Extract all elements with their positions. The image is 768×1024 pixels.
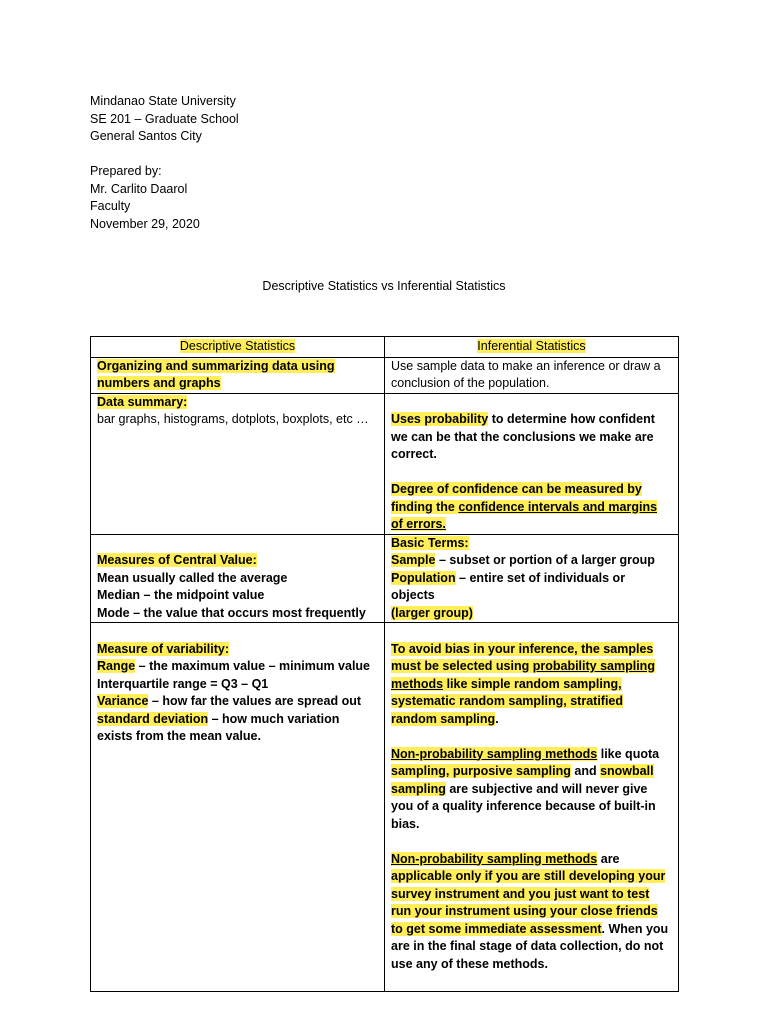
table-header-row: [91, 337, 679, 358]
paragraph: Non-probability sampling methods are applicable only if you are still developing your survey instrument and you just want to test run your instrument using your close friends to get some immediate assessment. When you are in the final stage of data collection, do not use any of these methods.: [391, 851, 669, 971]
table-row: [91, 393, 679, 534]
column-header-descriptive: Descriptive Statistics: [91, 337, 385, 358]
table-cell: [385, 357, 679, 393]
paragraph: Degree of confidence can be measured by finding the confidence intervals and margins of errors.: [391, 482, 658, 531]
definition-text: Use sample data to make an inference or draw a conclusion of the population.: [391, 358, 661, 390]
definition-text: Organizing and summarizing data using numbers and graphs: [97, 358, 335, 390]
cell-title: Measures of Central Value:: [97, 553, 257, 567]
cell-title: Data summary:: [97, 394, 188, 409]
city-name: General Santos City: [90, 129, 202, 143]
cell-title: Basic Terms:: [391, 535, 469, 550]
cell-text: bar graphs, histograms, dotplots, boxplots, etc …: [97, 412, 369, 426]
column-header-inferential: Inferential Statistics: [385, 337, 679, 358]
table-cell: Measures of Central Value: Mean usually called the average Median – the midpoint value Mode – the value that occurs most frequently: [91, 534, 385, 623]
author-role: Faculty: [90, 199, 131, 213]
prepared-by-label: Prepared by:: [90, 164, 162, 178]
paragraph: Uses probability to determine how confident we can be that the conclusions we make are correct.: [391, 412, 655, 461]
university-name: Mindanao State University: [90, 94, 236, 108]
paragraph: Non-probability sampling methods like quota sampling, purposive sampling and snowball sampling are subjective and will never give you of a quality inference because of built-in bias.: [391, 746, 660, 831]
document-date: November 29, 2020: [90, 216, 200, 231]
table-cell: [91, 393, 385, 534]
table-row: [91, 357, 679, 393]
document-header: [90, 93, 239, 233]
table-cell: [385, 623, 679, 992]
table-cell: Measure of variability: Range – the maximum value – minimum value Interquartile range = Q3 – Q1 Variance – how far the values are spread out standard deviation – how much variation exists from the mean value.: [91, 623, 385, 992]
course-code: SE 201 – Graduate School: [90, 111, 239, 126]
comparison-table: [90, 336, 679, 992]
document-title: Descriptive Statistics vs Inferential Statistics: [262, 279, 506, 293]
paragraph: To avoid bias in your inference, the samples must be selected using probability sampling methods like simple random sampling, systematic random sampling, stratified random sampling.: [391, 641, 655, 726]
table-row: [91, 534, 679, 623]
table-row: [91, 623, 679, 992]
cell-title: Measure of variability:: [97, 641, 229, 656]
table-cell: [385, 393, 679, 534]
table-cell: Basic Terms: Sample – subset or portion of a larger group Population – entire set of individuals or objects (larger group): [385, 534, 679, 623]
author-name: Mr. Carlito Daarol: [90, 181, 188, 196]
table-cell: [91, 357, 385, 393]
